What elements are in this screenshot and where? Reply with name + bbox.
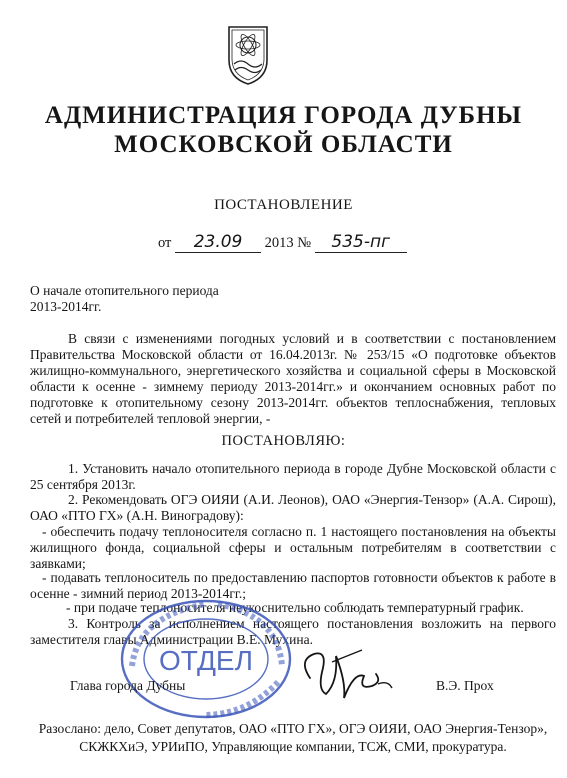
decree-bullet-1: - обеспечить подачу теплоносителя согласно п. 1 настоящего постановления на объекты жилищного фонда, социальной сферы и остальным потребителям в соответствии с заявками; [30,524,556,571]
city-coat-of-arms-icon [226,24,270,86]
handwritten-date: 23.09 [175,232,261,253]
subject-line1: О начале отопительного периода [30,283,219,298]
handwritten-number: 535-пг [315,232,407,253]
signer-position: Глава города Дубны [70,678,186,693]
document-subject [30,283,219,315]
date-number-line [158,232,407,253]
stamp-center-text: ОТДЕЛ [159,645,253,676]
decree-item-1: 1. Установить начало отопительного периода в городе Дубне Московской области с 25 сентября 2013г. [30,461,556,492]
date-prefix: от [158,235,172,251]
handwritten-signature [292,642,402,706]
subject-line2: 2013-2014гг. [30,299,102,314]
decree-item-3: 3. Контроль за исполнением настоящего постановления возложить на первого заместителя главы Администрации В.Е. Мухина. [30,616,556,647]
document-year: 2013 [264,235,294,251]
preamble-paragraph: В связи с изменениями погодных условий и в соответствии с постановлением Правительства Московской области от 16.04.2013г. № 253/15 «О подготовке объектов жилищно-коммунального, энергетического хозяйства и социальной сферы в Московской области к осенне - зимнему периоду 2013-2014гг.» и окончанием основных работ по подготовке к отопительному сезону 2013-2014гг. объектов теплоснабжения, тепловых сетей и потребителей тепловой энергии, - [30,331,556,426]
document-type: ПОСТАНОВЛЕНИЕ [214,197,353,213]
organization-name-line2: МОСКОВСКОЙ ОБЛАСТИ [114,131,453,158]
decree-bullet-2: - подавать теплоноситель по предоставлению паспортов готовности объектов к работе в осенне - зимний период 2013-2014гг.; [30,570,556,601]
distribution-list: Разослано: дело, Совет депутатов, ОАО «ПТО ГХ», ОГЭ ОИЯИ, ОАО Энергия-Тензор», СКЖКХиЭ, УРИиПО, Управляющие компании, ТСЖ, СМИ, прокуратура. [38,721,548,754]
organization-name-line1: АДМИНИСТРАЦИЯ ГОРОДА ДУБНЫ [44,102,523,129]
official-stamp [118,596,294,722]
decree-heading: ПОСТАНОВЛЯЮ: [221,433,346,449]
number-sign: № [297,235,312,251]
decree-bullet-3: - при подаче теплоносителя неукоснительно соблюдать температурный график. [66,600,524,615]
decree-item-2: 2. Рекомендовать ОГЭ ОИЯИ (А.И. Леонов), ОАО «Энергия-Тензор» (А.А. Сирош), ОАО «ПТО ГХ» (А.Н. Виноградову): [30,492,556,523]
signer-name: В.Э. Прох [436,678,494,693]
